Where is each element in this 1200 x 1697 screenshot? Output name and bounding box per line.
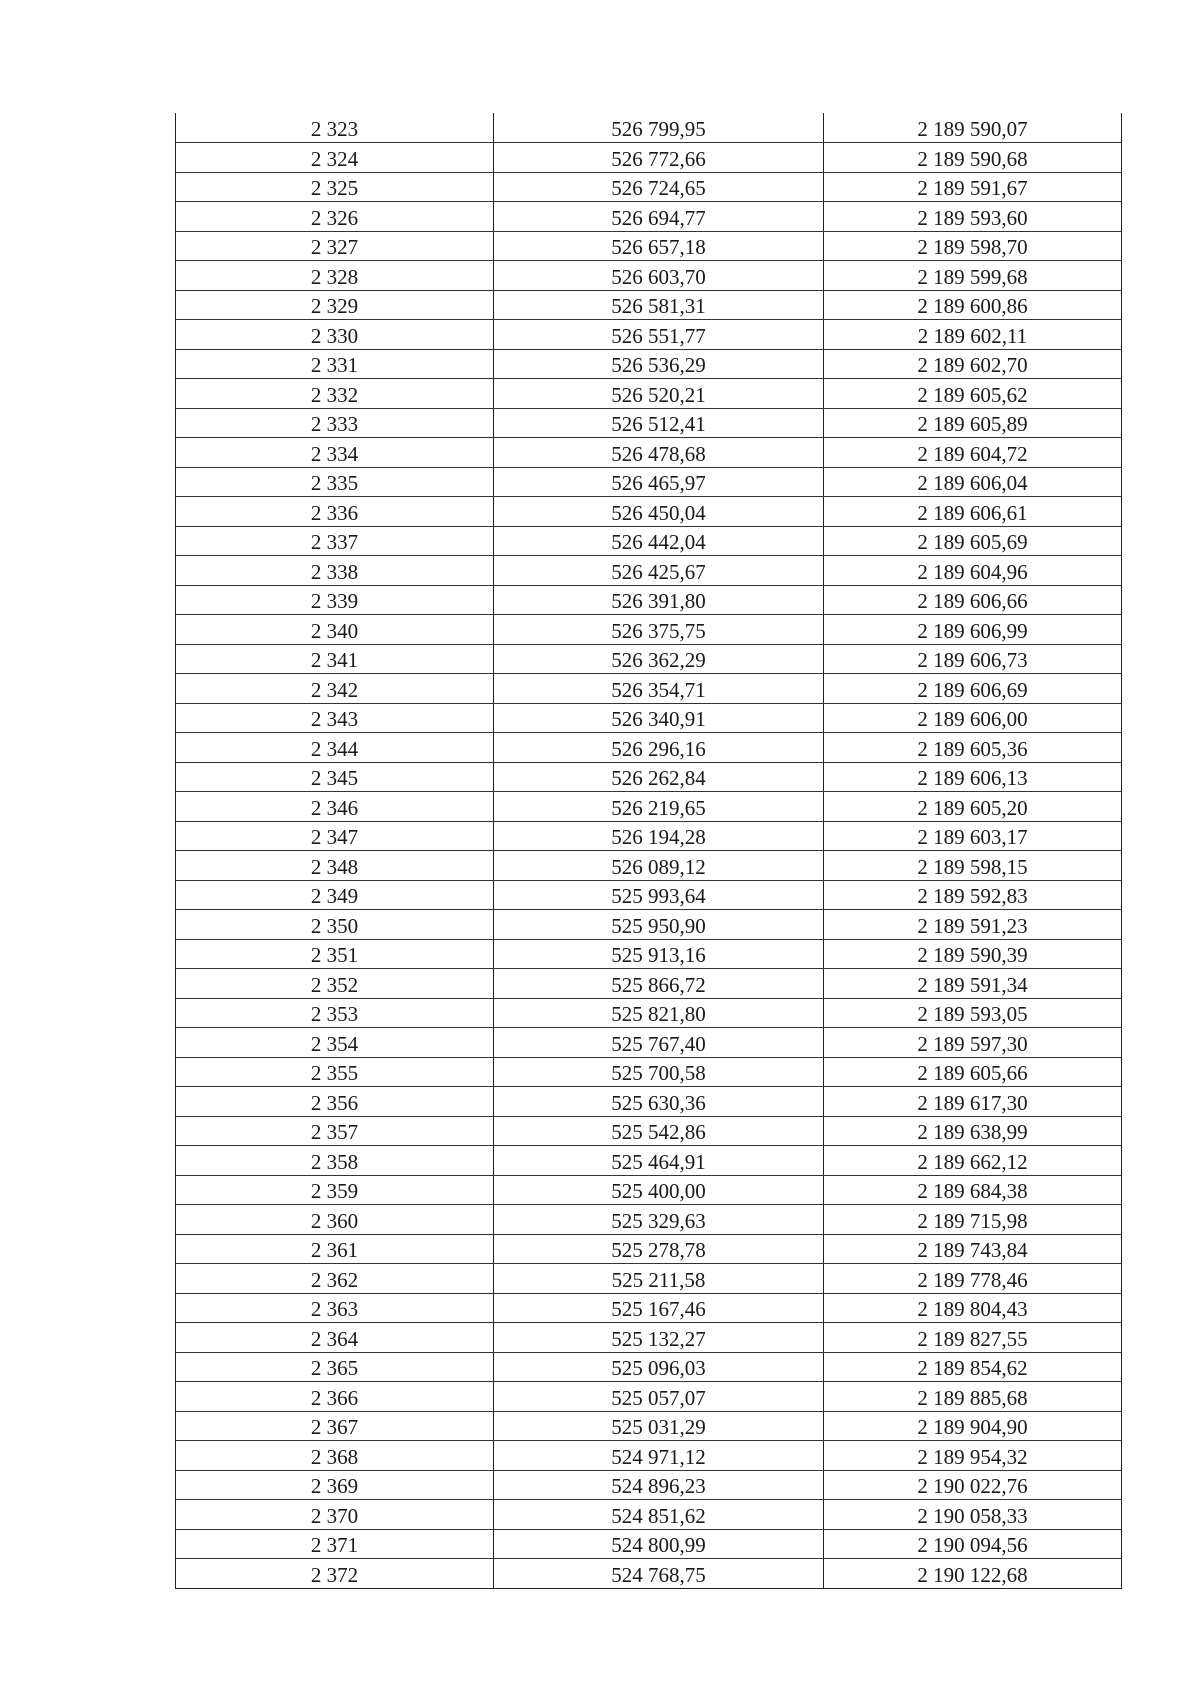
x-coordinate-cell: 525 211,58 xyxy=(494,1264,824,1294)
table-row xyxy=(176,1116,1122,1146)
y-coordinate-cell: 2 189 638,99 xyxy=(824,1116,1122,1146)
y-coordinate-cell: 2 189 606,61 xyxy=(824,497,1122,527)
table-row xyxy=(176,1411,1122,1441)
x-coordinate-cell: 526 362,29 xyxy=(494,644,824,674)
table-row xyxy=(176,290,1122,320)
table-row xyxy=(176,556,1122,586)
x-coordinate-cell: 526 262,84 xyxy=(494,762,824,792)
x-coordinate-cell: 525 993,64 xyxy=(494,880,824,910)
y-coordinate-cell: 2 190 058,33 xyxy=(824,1500,1122,1530)
x-coordinate-cell: 525 400,00 xyxy=(494,1175,824,1205)
y-coordinate-cell: 2 189 606,04 xyxy=(824,467,1122,497)
y-coordinate-cell: 2 189 606,00 xyxy=(824,703,1122,733)
point-number-cell: 2 368 xyxy=(176,1441,494,1471)
y-coordinate-cell: 2 189 590,07 xyxy=(824,113,1122,143)
table-row xyxy=(176,939,1122,969)
y-coordinate-cell: 2 189 715,98 xyxy=(824,1205,1122,1235)
x-coordinate-cell: 526 581,31 xyxy=(494,290,824,320)
y-coordinate-cell: 2 189 606,66 xyxy=(824,585,1122,615)
point-number-cell: 2 328 xyxy=(176,261,494,291)
y-coordinate-cell: 2 189 605,69 xyxy=(824,526,1122,556)
y-coordinate-cell: 2 189 591,67 xyxy=(824,172,1122,202)
x-coordinate-cell: 524 971,12 xyxy=(494,1441,824,1471)
x-coordinate-cell: 526 219,65 xyxy=(494,792,824,822)
table-row xyxy=(176,231,1122,261)
point-number-cell: 2 334 xyxy=(176,438,494,468)
table-row xyxy=(176,379,1122,409)
y-coordinate-cell: 2 189 591,34 xyxy=(824,969,1122,999)
x-coordinate-cell: 525 630,36 xyxy=(494,1087,824,1117)
x-coordinate-cell: 526 772,66 xyxy=(494,143,824,173)
table-row xyxy=(176,733,1122,763)
point-number-cell: 2 370 xyxy=(176,1500,494,1530)
x-coordinate-cell: 526 340,91 xyxy=(494,703,824,733)
table-row xyxy=(176,1264,1122,1294)
y-coordinate-cell: 2 189 600,86 xyxy=(824,290,1122,320)
x-coordinate-cell: 525 329,63 xyxy=(494,1205,824,1235)
table-row xyxy=(176,526,1122,556)
y-coordinate-cell: 2 189 598,15 xyxy=(824,851,1122,881)
table-row xyxy=(176,497,1122,527)
x-coordinate-cell: 526 391,80 xyxy=(494,585,824,615)
point-number-cell: 2 335 xyxy=(176,467,494,497)
point-number-cell: 2 361 xyxy=(176,1234,494,1264)
y-coordinate-cell: 2 190 122,68 xyxy=(824,1559,1122,1589)
x-coordinate-cell: 525 278,78 xyxy=(494,1234,824,1264)
table-row xyxy=(176,851,1122,881)
point-number-cell: 2 336 xyxy=(176,497,494,527)
point-number-cell: 2 366 xyxy=(176,1382,494,1412)
table-row xyxy=(176,615,1122,645)
x-coordinate-cell: 526 450,04 xyxy=(494,497,824,527)
x-coordinate-cell: 526 536,29 xyxy=(494,349,824,379)
x-coordinate-cell: 526 194,28 xyxy=(494,821,824,851)
x-coordinate-cell: 525 464,91 xyxy=(494,1146,824,1176)
x-coordinate-cell: 524 800,99 xyxy=(494,1529,824,1559)
table-row xyxy=(176,1028,1122,1058)
point-number-cell: 2 367 xyxy=(176,1411,494,1441)
table-row xyxy=(176,261,1122,291)
point-number-cell: 2 338 xyxy=(176,556,494,586)
point-number-cell: 2 326 xyxy=(176,202,494,232)
table-row xyxy=(176,880,1122,910)
table-row xyxy=(176,1382,1122,1412)
point-number-cell: 2 339 xyxy=(176,585,494,615)
x-coordinate-cell: 525 700,58 xyxy=(494,1057,824,1087)
point-number-cell: 2 365 xyxy=(176,1352,494,1382)
table-row xyxy=(176,998,1122,1028)
point-number-cell: 2 372 xyxy=(176,1559,494,1589)
y-coordinate-cell: 2 189 593,60 xyxy=(824,202,1122,232)
x-coordinate-cell: 525 866,72 xyxy=(494,969,824,999)
x-coordinate-cell: 526 425,67 xyxy=(494,556,824,586)
table-row xyxy=(176,467,1122,497)
y-coordinate-cell: 2 189 617,30 xyxy=(824,1087,1122,1117)
x-coordinate-cell: 525 542,86 xyxy=(494,1116,824,1146)
y-coordinate-cell: 2 189 602,11 xyxy=(824,320,1122,350)
x-coordinate-cell: 526 089,12 xyxy=(494,851,824,881)
y-coordinate-cell: 2 189 590,68 xyxy=(824,143,1122,173)
point-number-cell: 2 333 xyxy=(176,408,494,438)
table-row xyxy=(176,1323,1122,1353)
x-coordinate-cell: 526 724,65 xyxy=(494,172,824,202)
x-coordinate-cell: 525 132,27 xyxy=(494,1323,824,1353)
x-coordinate-cell: 526 442,04 xyxy=(494,526,824,556)
x-coordinate-cell: 524 768,75 xyxy=(494,1559,824,1589)
table-row xyxy=(176,644,1122,674)
y-coordinate-cell: 2 189 592,83 xyxy=(824,880,1122,910)
point-number-cell: 2 371 xyxy=(176,1529,494,1559)
table-row xyxy=(176,349,1122,379)
y-coordinate-cell: 2 190 022,76 xyxy=(824,1470,1122,1500)
y-coordinate-cell: 2 189 599,68 xyxy=(824,261,1122,291)
y-coordinate-cell: 2 189 854,62 xyxy=(824,1352,1122,1382)
y-coordinate-cell: 2 189 605,66 xyxy=(824,1057,1122,1087)
y-coordinate-cell: 2 189 604,72 xyxy=(824,438,1122,468)
table-row xyxy=(176,969,1122,999)
x-coordinate-cell: 524 851,62 xyxy=(494,1500,824,1530)
y-coordinate-cell: 2 189 904,90 xyxy=(824,1411,1122,1441)
x-coordinate-cell: 526 551,77 xyxy=(494,320,824,350)
y-coordinate-cell: 2 189 662,12 xyxy=(824,1146,1122,1176)
table-row xyxy=(176,910,1122,940)
table-row xyxy=(176,1205,1122,1235)
y-coordinate-cell: 2 189 954,32 xyxy=(824,1441,1122,1471)
y-coordinate-cell: 2 189 605,36 xyxy=(824,733,1122,763)
point-number-cell: 2 337 xyxy=(176,526,494,556)
table-row xyxy=(176,320,1122,350)
point-number-cell: 2 364 xyxy=(176,1323,494,1353)
point-number-cell: 2 345 xyxy=(176,762,494,792)
table-row xyxy=(176,585,1122,615)
y-coordinate-cell: 2 189 605,89 xyxy=(824,408,1122,438)
x-coordinate-cell: 526 799,95 xyxy=(494,113,824,143)
x-coordinate-cell: 526 465,97 xyxy=(494,467,824,497)
point-number-cell: 2 344 xyxy=(176,733,494,763)
table-row xyxy=(176,1470,1122,1500)
x-coordinate-cell: 525 096,03 xyxy=(494,1352,824,1382)
x-coordinate-cell: 525 031,29 xyxy=(494,1411,824,1441)
table-row xyxy=(176,1529,1122,1559)
coordinates-table-body xyxy=(176,113,1122,1588)
point-number-cell: 2 350 xyxy=(176,910,494,940)
coordinates-table xyxy=(175,113,1122,1589)
y-coordinate-cell: 2 189 605,62 xyxy=(824,379,1122,409)
point-number-cell: 2 347 xyxy=(176,821,494,851)
y-coordinate-cell: 2 189 605,20 xyxy=(824,792,1122,822)
x-coordinate-cell: 524 896,23 xyxy=(494,1470,824,1500)
point-number-cell: 2 341 xyxy=(176,644,494,674)
y-coordinate-cell: 2 189 593,05 xyxy=(824,998,1122,1028)
point-number-cell: 2 349 xyxy=(176,880,494,910)
y-coordinate-cell: 2 189 603,17 xyxy=(824,821,1122,851)
point-number-cell: 2 353 xyxy=(176,998,494,1028)
point-number-cell: 2 324 xyxy=(176,143,494,173)
x-coordinate-cell: 526 478,68 xyxy=(494,438,824,468)
table-row xyxy=(176,113,1122,143)
table-row xyxy=(176,1175,1122,1205)
x-coordinate-cell: 526 603,70 xyxy=(494,261,824,291)
point-number-cell: 2 343 xyxy=(176,703,494,733)
x-coordinate-cell: 525 767,40 xyxy=(494,1028,824,1058)
x-coordinate-cell: 525 167,46 xyxy=(494,1293,824,1323)
y-coordinate-cell: 2 189 606,99 xyxy=(824,615,1122,645)
point-number-cell: 2 358 xyxy=(176,1146,494,1176)
point-number-cell: 2 340 xyxy=(176,615,494,645)
x-coordinate-cell: 526 520,21 xyxy=(494,379,824,409)
table-row xyxy=(176,438,1122,468)
y-coordinate-cell: 2 189 590,39 xyxy=(824,939,1122,969)
table-row xyxy=(176,1559,1122,1589)
table-row xyxy=(176,1441,1122,1471)
point-number-cell: 2 323 xyxy=(176,113,494,143)
point-number-cell: 2 359 xyxy=(176,1175,494,1205)
table-row xyxy=(176,1057,1122,1087)
point-number-cell: 2 356 xyxy=(176,1087,494,1117)
point-number-cell: 2 331 xyxy=(176,349,494,379)
point-number-cell: 2 362 xyxy=(176,1264,494,1294)
y-coordinate-cell: 2 189 606,73 xyxy=(824,644,1122,674)
table-row xyxy=(176,792,1122,822)
table-row xyxy=(176,408,1122,438)
point-number-cell: 2 332 xyxy=(176,379,494,409)
point-number-cell: 2 363 xyxy=(176,1293,494,1323)
table-row xyxy=(176,703,1122,733)
table-row xyxy=(176,821,1122,851)
y-coordinate-cell: 2 189 591,23 xyxy=(824,910,1122,940)
point-number-cell: 2 329 xyxy=(176,290,494,320)
y-coordinate-cell: 2 189 743,84 xyxy=(824,1234,1122,1264)
y-coordinate-cell: 2 189 606,69 xyxy=(824,674,1122,704)
point-number-cell: 2 369 xyxy=(176,1470,494,1500)
point-number-cell: 2 325 xyxy=(176,172,494,202)
x-coordinate-cell: 525 913,16 xyxy=(494,939,824,969)
table-row xyxy=(176,202,1122,232)
x-coordinate-cell: 526 657,18 xyxy=(494,231,824,261)
point-number-cell: 2 351 xyxy=(176,939,494,969)
table-row xyxy=(176,1234,1122,1264)
x-coordinate-cell: 526 354,71 xyxy=(494,674,824,704)
y-coordinate-cell: 2 189 804,43 xyxy=(824,1293,1122,1323)
point-number-cell: 2 360 xyxy=(176,1205,494,1235)
table-row xyxy=(176,1293,1122,1323)
point-number-cell: 2 327 xyxy=(176,231,494,261)
table-row xyxy=(176,1087,1122,1117)
y-coordinate-cell: 2 190 094,56 xyxy=(824,1529,1122,1559)
table-row xyxy=(176,1146,1122,1176)
table-row xyxy=(176,762,1122,792)
point-number-cell: 2 355 xyxy=(176,1057,494,1087)
table-row xyxy=(176,674,1122,704)
table-row xyxy=(176,172,1122,202)
x-coordinate-cell: 526 375,75 xyxy=(494,615,824,645)
table-row xyxy=(176,1352,1122,1382)
y-coordinate-cell: 2 189 827,55 xyxy=(824,1323,1122,1353)
x-coordinate-cell: 526 694,77 xyxy=(494,202,824,232)
x-coordinate-cell: 525 057,07 xyxy=(494,1382,824,1412)
y-coordinate-cell: 2 189 604,96 xyxy=(824,556,1122,586)
point-number-cell: 2 352 xyxy=(176,969,494,999)
table-row xyxy=(176,143,1122,173)
y-coordinate-cell: 2 189 606,13 xyxy=(824,762,1122,792)
y-coordinate-cell: 2 189 778,46 xyxy=(824,1264,1122,1294)
table-row xyxy=(176,1500,1122,1530)
point-number-cell: 2 330 xyxy=(176,320,494,350)
point-number-cell: 2 357 xyxy=(176,1116,494,1146)
y-coordinate-cell: 2 189 597,30 xyxy=(824,1028,1122,1058)
y-coordinate-cell: 2 189 885,68 xyxy=(824,1382,1122,1412)
point-number-cell: 2 342 xyxy=(176,674,494,704)
y-coordinate-cell: 2 189 684,38 xyxy=(824,1175,1122,1205)
point-number-cell: 2 346 xyxy=(176,792,494,822)
x-coordinate-cell: 526 296,16 xyxy=(494,733,824,763)
x-coordinate-cell: 525 950,90 xyxy=(494,910,824,940)
y-coordinate-cell: 2 189 598,70 xyxy=(824,231,1122,261)
x-coordinate-cell: 526 512,41 xyxy=(494,408,824,438)
x-coordinate-cell: 525 821,80 xyxy=(494,998,824,1028)
point-number-cell: 2 348 xyxy=(176,851,494,881)
y-coordinate-cell: 2 189 602,70 xyxy=(824,349,1122,379)
point-number-cell: 2 354 xyxy=(176,1028,494,1058)
